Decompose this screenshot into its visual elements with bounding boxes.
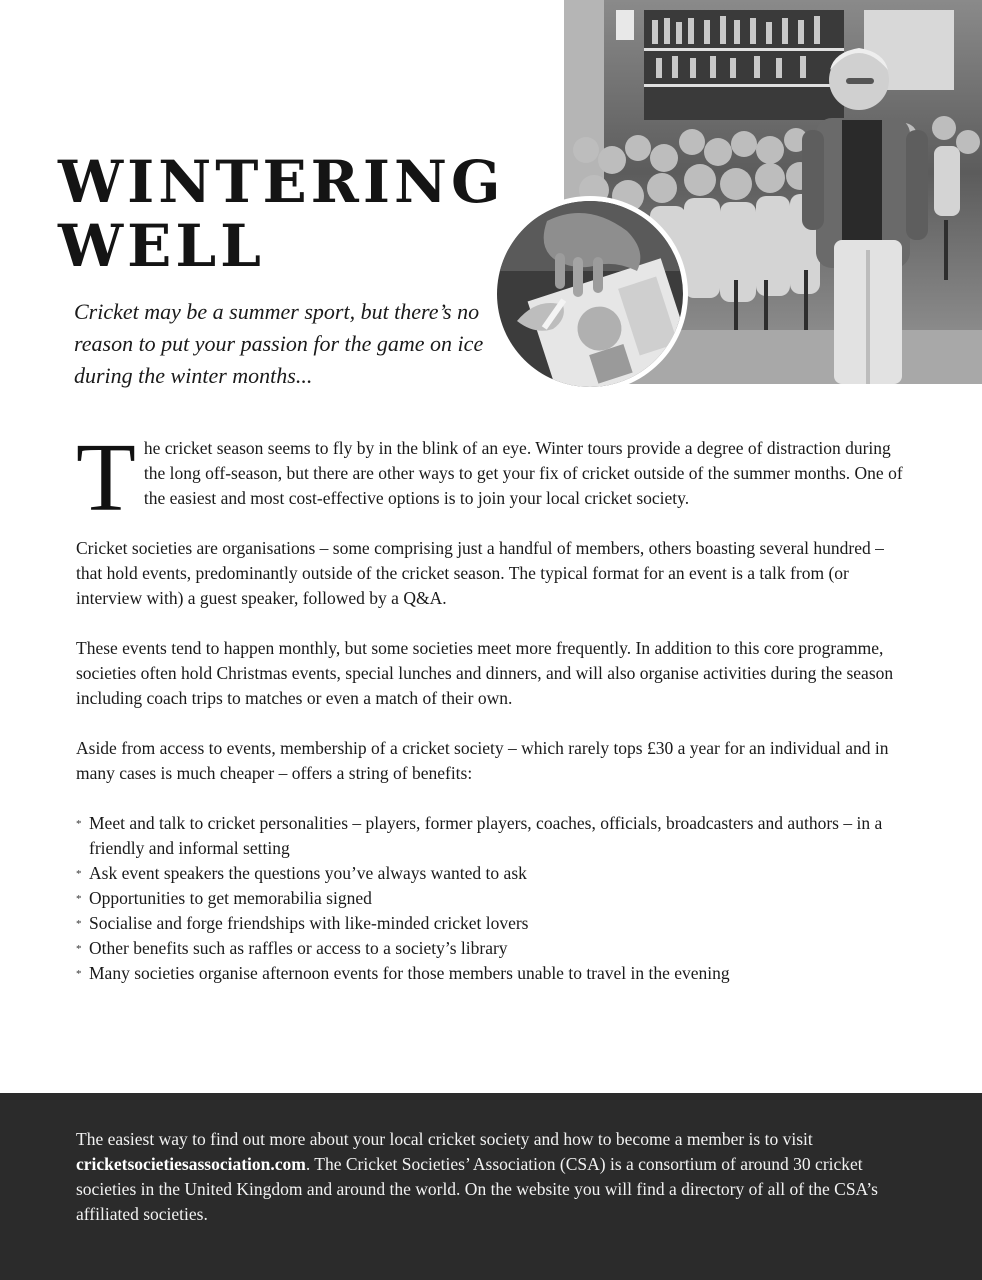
bullet-icon: * xyxy=(76,943,82,955)
bullet-icon: * xyxy=(76,918,82,930)
bullet-icon: * xyxy=(76,893,82,905)
bullet-icon: * xyxy=(76,818,82,830)
drop-cap: T xyxy=(76,424,136,532)
benefits-list xyxy=(76,811,906,986)
paragraph-2: Cricket societies are organisations – some comprising just a handful of members, others boasting several hundred – that hold events, predominantly outside of the cricket season. The typical format for an event is a talk from (or interview with) a guest speaker, followed by a Q&A. xyxy=(76,538,884,608)
list-item-text: Ask event speakers the questions you’ve always wanted to ask xyxy=(89,863,527,883)
list-item xyxy=(76,861,906,886)
signing-memorabilia-photo-inner xyxy=(497,201,683,387)
article-body xyxy=(76,424,906,986)
list-item-text: Other benefits such as raffles or access to a society’s library xyxy=(89,938,508,958)
list-item-text: Opportunities to get memorabilia signed xyxy=(89,888,372,908)
footer-text xyxy=(76,1127,904,1227)
paragraph-3: These events tend to happen monthly, but some societies meet more frequently. In addition to this core programme, societies often hold Christmas events, special lunches and dinners, and will also organise activities during the season including coach trips to matches or even a match of their own. xyxy=(76,638,894,708)
paragraph-intro-text: he cricket season seems to fly by in the blink of an eye. Winter tours provide a degree of distraction during the long off-season, but there are other ways to get your fix of cricket outside of the summer months. One of the easiest and most cost-effective options is to join your local cricket society. xyxy=(143,438,903,508)
bullet-icon: * xyxy=(76,868,82,880)
footer-panel xyxy=(0,1093,982,1280)
footer-text-after: . The Cricket Societies’ Association (CSA) is a consortium of around 30 cricket societies in the United Kingdom and around the world. On the website you will find a directory of all of the CSA’s affiliated societies. xyxy=(76,1154,878,1224)
bullet-icon: * xyxy=(76,968,82,980)
list-item xyxy=(76,811,906,861)
title-line-1: WINTERING xyxy=(58,148,505,216)
article-title xyxy=(58,150,505,278)
list-item xyxy=(76,911,906,936)
list-item xyxy=(76,961,906,986)
list-item xyxy=(76,936,906,961)
footer-website-link[interactable]: cricketsocietiesassociation.com xyxy=(76,1154,306,1174)
list-item-text: Many societies organise afternoon events for those members unable to travel in the evening xyxy=(89,963,730,983)
list-item-text: Socialise and forge friendships with like-minded cricket lovers xyxy=(89,913,529,933)
paragraph-4: Aside from access to events, membership of a cricket society – which rarely tops £30 a year for an individual and in many cases is much cheaper – offers a string of benefits: xyxy=(76,738,889,783)
standfirst: Cricket may be a summer sport, but there’s no reason to put your passion for the game on ice during the winter months... xyxy=(74,299,484,388)
signing-memorabilia-photo xyxy=(492,196,688,392)
title-line-2: WELL xyxy=(58,212,265,280)
footer-text-before: The easiest way to find out more about your local cricket society and how to become a member is to visit xyxy=(76,1129,813,1149)
list-item-text: Meet and talk to cricket personalities – players, former players, coaches, officials, broadcasters and authors – in a friendly and informal setting xyxy=(89,813,883,858)
list-item xyxy=(76,886,906,911)
paragraph-intro xyxy=(76,424,906,532)
